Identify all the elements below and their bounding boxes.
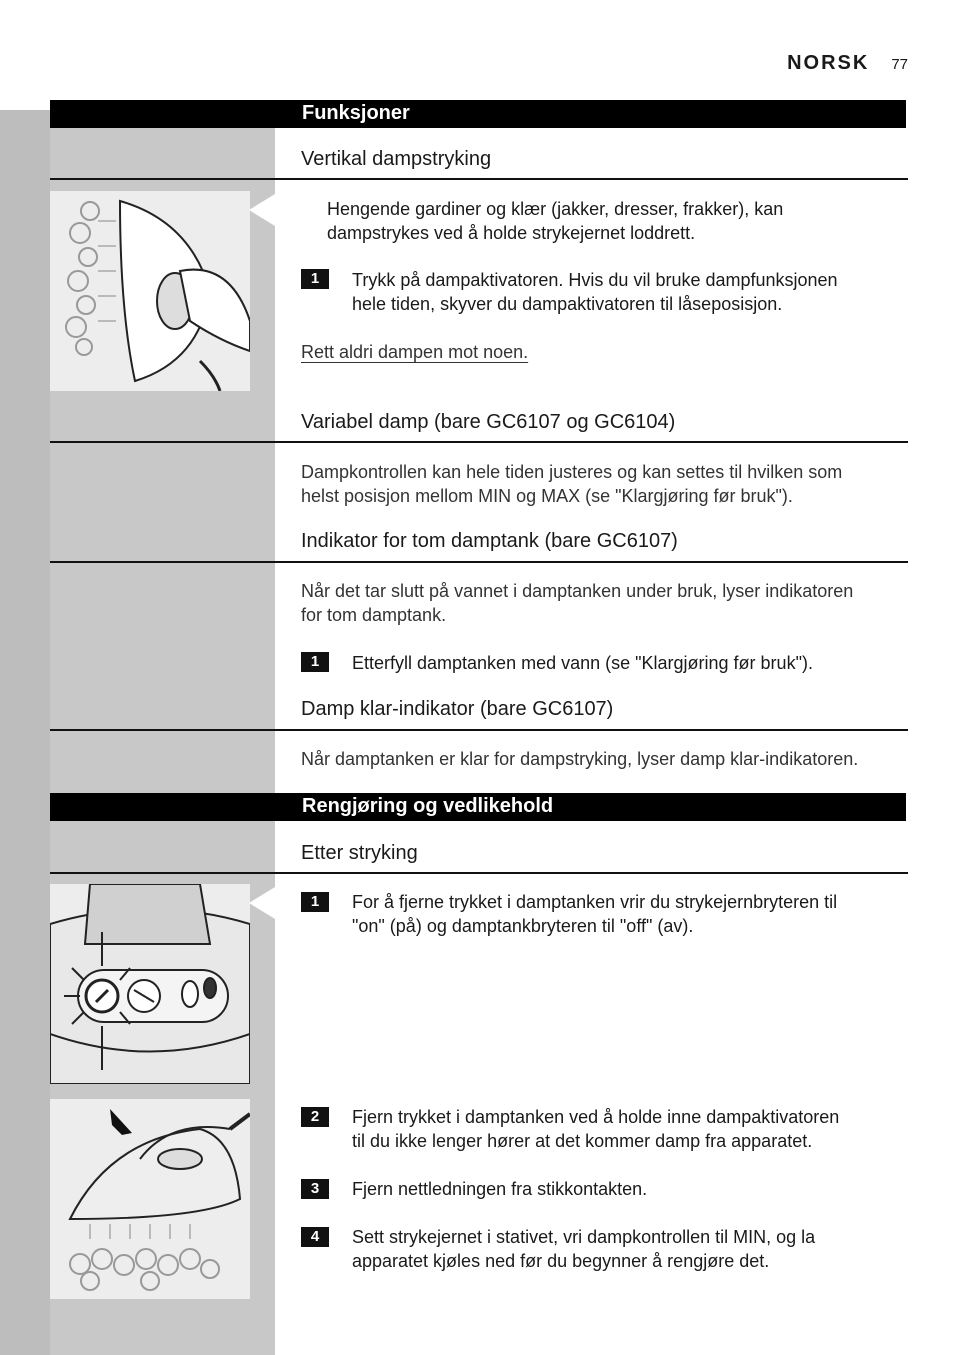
step-line: Fjern trykket i damptanken ved å holde inne dampaktivatoren	[352, 1107, 840, 1127]
left-margin-edge	[0, 110, 50, 1355]
heading-vertikal-dampstryking: Vertikal dampstryking	[301, 148, 492, 170]
step-line: apparatet kjøles ned før du begynner å rengjøre det.	[352, 1251, 770, 1271]
heading-variabel-damp: Variabel damp (bare GC6107 og GC6104)	[301, 411, 676, 433]
warning-text	[301, 340, 528, 364]
heading-indikator-tom-damptank: Indikator for tom damptank (bare GC6107)	[301, 530, 678, 552]
switches-icon	[50, 884, 250, 1084]
step-number: 1	[301, 269, 329, 289]
heading-rule	[50, 441, 908, 443]
warning-underlined: Rett aldri dampen mot noen.	[301, 342, 529, 362]
figure-pointer	[249, 887, 275, 919]
vertikal-step1	[352, 268, 912, 316]
etter-step1	[352, 890, 912, 938]
switch-panel-illustration	[50, 884, 250, 1084]
step-line: hele tiden, skyver du dampaktivatoren til låseposisjon.	[352, 294, 783, 314]
heading-etter-stryking: Etter stryking	[301, 842, 418, 864]
figure-pointer	[249, 194, 275, 226]
section-title-rengjoring: Rengjøring og vedlikehold	[50, 793, 906, 821]
variabel-line2: helst posisjon mellom MIN og MAX (se "Klargjøring før bruk").	[301, 486, 793, 506]
vertikal-intro-line1: Hengende gardiner og klær (jakker, dresser, frakker), kan	[327, 199, 784, 219]
step-line: til du ikke lenger hører at det kommer damp fra apparatet.	[352, 1131, 813, 1151]
heading-damp-klar-indikator: Damp klar-indikator (bare GC6107)	[301, 698, 614, 720]
step-number: 3	[301, 1179, 329, 1199]
vertikal-intro-line2: dampstrykes ved å holde strykejernet loddrett.	[327, 223, 696, 243]
indikator-step1: Etterfyll damptanken med vann (se "Klargjøring før bruk").	[352, 653, 813, 673]
heading-rule	[50, 178, 908, 180]
etter-step4	[352, 1225, 912, 1273]
step-number: 2	[301, 1107, 329, 1127]
heading-rule	[50, 729, 908, 731]
etter-step3: Fjern nettledningen fra stikkontakten.	[352, 1179, 648, 1199]
step-number: 4	[301, 1227, 329, 1247]
etter-step2	[352, 1105, 912, 1153]
heading-rule	[50, 561, 908, 563]
step-line: Sett strykejernet i stativet, vri dampkontrollen til MIN, og la	[352, 1227, 816, 1247]
iron-steam-release-icon	[50, 1099, 250, 1299]
indikator-line2: for tom damptank.	[301, 605, 447, 625]
heading-rule	[50, 872, 908, 874]
iron-vertical-icon	[50, 191, 250, 391]
variabel-line1: Dampkontrollen kan hele tiden justeres og kan settes til hvilken som	[301, 462, 843, 482]
language-label: NORSK	[787, 52, 870, 74]
vertical-steam-illustration	[50, 191, 250, 391]
release-steam-illustration	[50, 1099, 250, 1299]
indikator-line1: Når det tar slutt på vannet i damptanken under bruk, lyser indikatoren	[301, 581, 854, 601]
page-number: 77	[891, 56, 908, 73]
section-title-funksjoner: Funksjoner	[50, 100, 906, 128]
page-header	[787, 52, 908, 75]
step-line: For å fjerne trykket i damptanken vrir du strykejernbryteren til	[352, 892, 838, 912]
step-number: 1	[301, 652, 329, 672]
step-line: Trykk på dampaktivatoren. Hvis du vil bruke dampfunksjonen	[352, 270, 838, 290]
step-line: "on" (på) og damptankbryteren til "off" (av).	[352, 916, 694, 936]
klar-line1: Når damptanken er klar for dampstryking, lyser damp klar-indikatoren.	[301, 749, 859, 769]
step-number: 1	[301, 892, 329, 912]
